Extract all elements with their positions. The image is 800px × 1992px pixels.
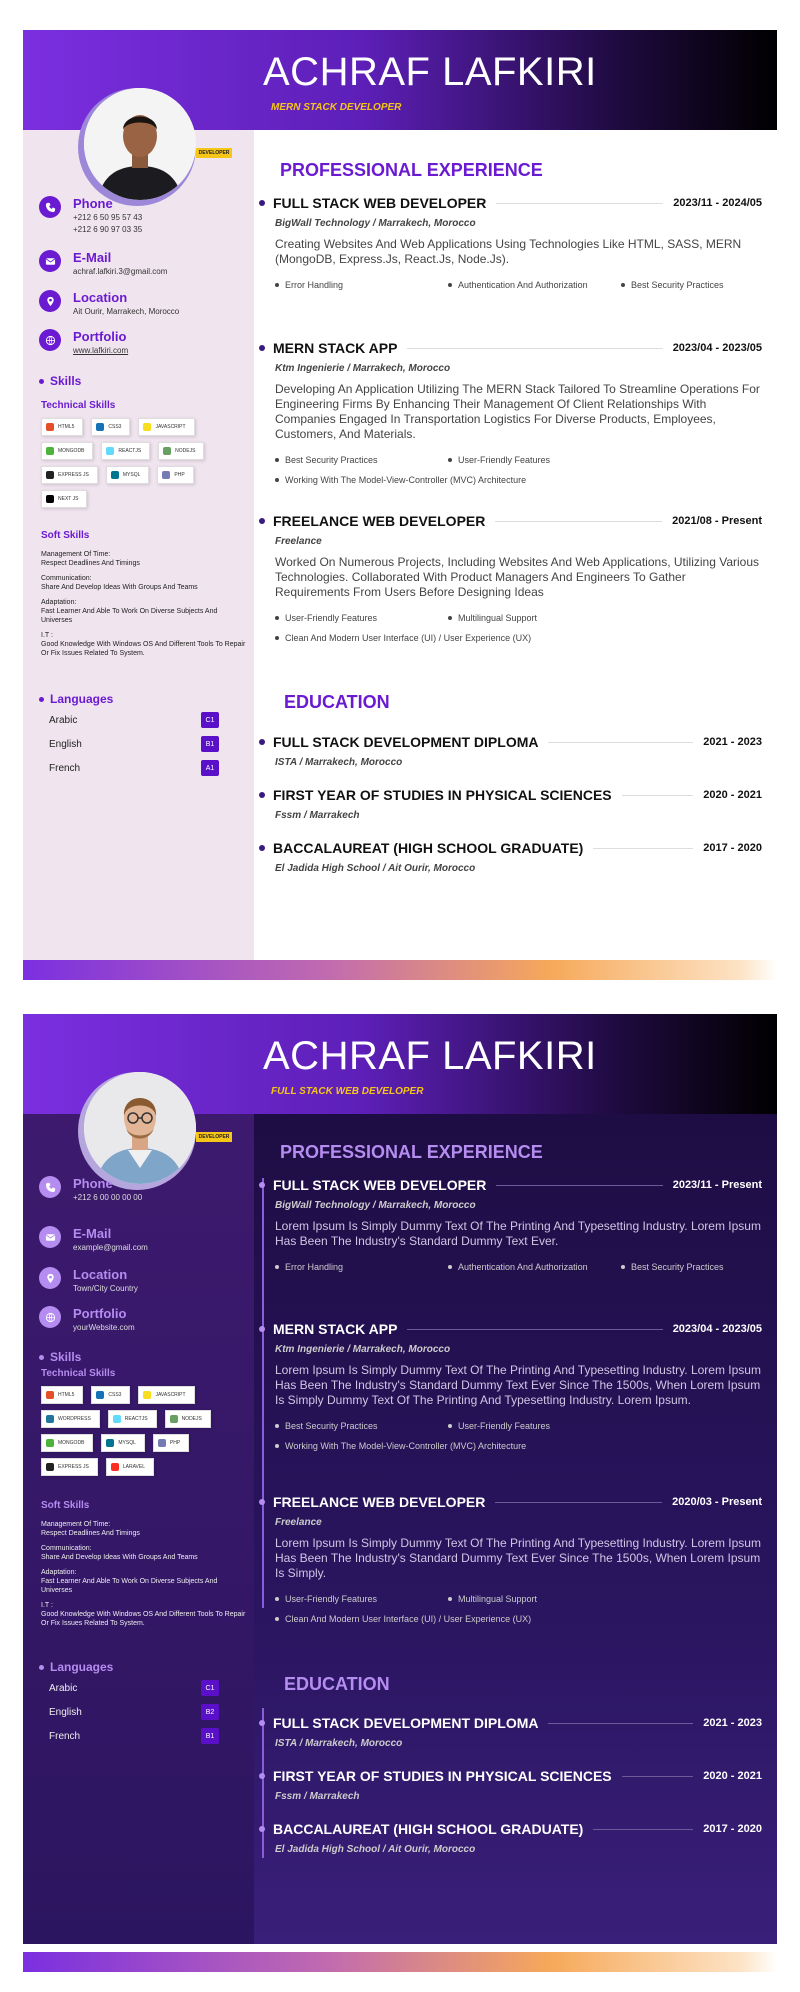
soft-skill-title: Management Of Time:: [41, 551, 111, 558]
entry-company: El Jadida High School / Ait Ourir, Morocco: [275, 863, 476, 874]
bullet-icon: [39, 1665, 44, 1670]
language-level: B1: [201, 1728, 219, 1744]
entry-description: Worked On Numerous Projects, Including Websites And Web Applications, Utilizing Various Technologies. Collaborated With Product Managers And Engineers To Gather Requirements From Users Before Designing Ideas: [275, 555, 760, 599]
experience-item: [262, 339, 762, 490]
tech-logo-icon: [46, 447, 54, 455]
soft-skill-title: Communication:: [41, 1545, 92, 1552]
contact-phone: [39, 1176, 142, 1204]
divider-line: [548, 1723, 693, 1724]
entry-header: [262, 1320, 762, 1338]
divider-line: [496, 203, 663, 204]
language-level: A1: [201, 760, 219, 776]
tech-logo-icon: [111, 1463, 119, 1471]
tech-logo-icon: [106, 1439, 114, 1447]
entry-title: FULL STACK DEVELOPMENT DIPLOMA: [273, 1715, 539, 1731]
entry-point: Multilingual Support: [448, 608, 621, 628]
entry-title: BACCALAUREAT (HIGH SCHOOL GRADUATE): [273, 840, 584, 856]
education-heading: EDUCATION: [284, 1674, 390, 1694]
experience-heading: PROFESSIONAL EXPERIENCE: [280, 160, 543, 180]
soft-skill-item: [41, 1520, 246, 1538]
entry-dates: 2021 - 2023: [703, 736, 762, 748]
location-icon: [39, 1267, 61, 1289]
tech-logo-icon: [111, 471, 119, 479]
tech-logo-icon: [158, 1439, 166, 1447]
contact-label: E-Mail: [73, 250, 112, 265]
experience-item: [262, 512, 762, 648]
language-row: [49, 736, 219, 752]
contact-location: [39, 290, 179, 318]
timeline-dot-icon: [259, 518, 265, 524]
experience-item: [262, 194, 762, 295]
tech-skill-chip: [106, 1458, 154, 1476]
entry-header: [262, 1493, 762, 1511]
entry-company: Freelance: [275, 1517, 322, 1528]
contact-label: Location: [73, 1267, 128, 1282]
timeline-dot-icon: [259, 345, 265, 351]
timeline-dot-icon: [259, 1773, 265, 1779]
contact-phone: [39, 196, 142, 236]
profile-photo: [84, 88, 196, 200]
soft-skill-title: Adaptation:: [41, 599, 77, 606]
entry-company: El Jadida High School / Ait Ourir, Morocco: [275, 1844, 476, 1855]
resume-sidebar: [23, 1114, 254, 1944]
contact-value: +212 6 50 95 57 43: [73, 213, 143, 222]
contact-label: Phone: [73, 196, 113, 211]
entry-point: Authentication And Authorization: [448, 275, 621, 295]
phone-icon: [39, 196, 61, 218]
contact-portfolio: [39, 329, 128, 357]
entry-dates: 2021/08 - Present: [672, 515, 762, 527]
tech-logo-icon: [162, 471, 170, 479]
skills-heading: [39, 374, 81, 388]
mail-icon: [39, 250, 61, 272]
divider-line: [548, 742, 693, 743]
entry-point: Error Handling: [275, 275, 448, 295]
tech-skill-label: JAVASCRIPT: [155, 1392, 186, 1398]
entry-points: [275, 1416, 762, 1456]
entry-title: FREELANCE WEB DEVELOPER: [273, 513, 486, 529]
tech-skill-list: [41, 418, 241, 508]
resume-role: MERN STACK DEVELOPER: [271, 102, 402, 113]
tech-skill-label: MYSQL: [122, 472, 141, 478]
soft-skill-item: [41, 574, 246, 592]
entry-dates: 2017 - 2020: [703, 1823, 762, 1835]
profile-photo-frame: [78, 88, 196, 206]
tech-skill-label: HTML5: [58, 424, 75, 430]
entry-point: User-Friendly Features: [448, 1416, 621, 1436]
soft-skill-desc: Share And Develop Ideas With Groups And Teams: [41, 1554, 198, 1561]
entry-points: [275, 1257, 762, 1277]
tech-skill-chip: [41, 1458, 98, 1476]
entry-header: [262, 1176, 762, 1194]
divider-line: [407, 348, 662, 349]
resume-footer-bar: [23, 1952, 777, 1972]
entry-point: Working With The Model-View-Controller (MVC) Architecture: [275, 1436, 526, 1456]
resume-main: [254, 1114, 777, 1944]
resume-sidebar: [23, 130, 254, 960]
languages-heading-text: Languages: [50, 692, 114, 706]
entry-point: User-Friendly Features: [275, 1589, 448, 1609]
tech-logo-icon: [143, 423, 151, 431]
tech-skill-chip: [157, 466, 193, 484]
soft-skills-heading: Soft Skills: [41, 1500, 90, 1511]
tech-skill-label: LARAVEL: [122, 1464, 146, 1470]
timeline-dot-icon: [259, 1826, 265, 1832]
language-level: C1: [201, 712, 219, 728]
language-name: English: [49, 1706, 82, 1718]
tech-skill-label: MONGODB: [58, 1440, 85, 1446]
contact-value: Town/City Country: [73, 1284, 138, 1293]
entry-points: [275, 1589, 762, 1629]
tech-logo-icon: [46, 1439, 54, 1447]
skills-heading: [39, 1350, 81, 1364]
divider-line: [407, 1329, 662, 1330]
portfolio-link[interactable]: www.lafkiri.com: [73, 346, 129, 355]
language-row: [49, 1704, 219, 1720]
entry-header: [262, 339, 762, 357]
entry-company: Fssm / Marrakech: [275, 1791, 360, 1802]
entry-company: Ktm Ingenierie / Marrakech, Morocco: [275, 1344, 451, 1355]
contact-label: Portfolio: [73, 329, 127, 344]
resume-name: ACHRAF LAFKIRI: [263, 50, 597, 94]
language-level: B1: [201, 736, 219, 752]
entry-dates: 2017 - 2020: [703, 842, 762, 854]
entry-point: Authentication And Authorization: [448, 1257, 621, 1277]
soft-skill-title: I.T :: [41, 1602, 53, 1609]
entry-header: [262, 512, 762, 530]
experience-item: [262, 1493, 762, 1629]
language-row: [49, 1728, 219, 1744]
contact-location: [39, 1267, 138, 1295]
entry-point: User-Friendly Features: [448, 450, 621, 470]
timeline-dot-icon: [259, 1326, 265, 1332]
soft-skill-desc: Good Knowledge With Windows OS And Different Tools To Repair Or Fix Issues Related To System.: [41, 641, 246, 657]
tech-logo-icon: [106, 447, 114, 455]
entry-description: Developing An Application Utilizing The MERN Stack Tailored To Streamline Operations For Engineering Firms By Enhancing Their Management Of Client Relationships With Companies Engaged In Transportation Logistics For Diverse Products, Employees, Customers, And Materials.: [275, 382, 760, 441]
entry-title: FREELANCE WEB DEVELOPER: [273, 1494, 486, 1510]
tech-skill-chip: [153, 1434, 189, 1452]
entry-dates: 2023/04 - 2023/05: [672, 342, 762, 354]
tech-skill-label: HTML5: [58, 1392, 75, 1398]
soft-skill-desc: Good Knowledge With Windows OS And Different Tools To Repair Or Fix Issues Related To System.: [41, 1611, 246, 1627]
tech-skill-chip: [138, 418, 194, 436]
tech-skill-label: PHP: [169, 1440, 181, 1446]
timeline-dot-icon: [259, 845, 265, 851]
resume-role: FULL STACK WEB DEVELOPER: [271, 1086, 424, 1097]
tech-logo-icon: [96, 423, 104, 431]
tech-logo-icon: [46, 495, 54, 503]
entry-point: Multilingual Support: [448, 1589, 621, 1609]
language-name: French: [49, 1730, 81, 1742]
soft-skill-item: [41, 550, 246, 568]
entry-title: FULL STACK WEB DEVELOPER: [273, 1177, 487, 1193]
entry-dates: 2020 - 2021: [703, 789, 762, 801]
portfolio-link[interactable]: yourWebsite.com: [73, 1323, 135, 1332]
education-item: [262, 839, 762, 874]
soft-skill-list: [41, 1520, 246, 1634]
tech-skill-label: MONGODB: [58, 448, 85, 454]
resume-main: [254, 130, 777, 960]
languages-heading-text: Languages: [50, 1660, 114, 1674]
entry-title: BACCALAUREAT (HIGH SCHOOL GRADUATE): [273, 1821, 584, 1837]
tech-skill-chip: [41, 418, 83, 436]
globe-icon: [39, 329, 61, 351]
timeline-dot-icon: [259, 739, 265, 745]
tech-skill-chip: [41, 466, 98, 484]
profile-photo: [84, 1072, 196, 1184]
entry-points: [275, 275, 762, 295]
language-level: C1: [201, 1680, 219, 1696]
language-row: [49, 712, 219, 728]
entry-description: Lorem Ipsum Is Simply Dummy Text Of The Printing And Typesetting Industry. Lorem Ipsum Has Been The Industry's Standard Dummy Text Ever Since The 1500s, When Lorem Ipsum Is Simply Dummy Text Of The Printing And Typesetting Industry. Lorem Ipsum.: [275, 1363, 761, 1407]
entry-title: FULL STACK WEB DEVELOPER: [273, 195, 487, 211]
entry-header: [262, 786, 762, 804]
soft-skill-desc: Respect Deadlines And Timings: [41, 1530, 140, 1537]
timeline-dot-icon: [259, 1182, 265, 1188]
contact-value[interactable]: example@gmail.com: [73, 1243, 148, 1252]
soft-skill-desc: Fast Learner And Able To Work On Diverse Subjects And Universes: [41, 1578, 218, 1594]
entry-dates: 2021 - 2023: [703, 1717, 762, 1729]
developer-badge: DEVELOPER: [196, 1132, 232, 1142]
resume-footer-bar: [23, 960, 777, 980]
tech-skill-label: EXPRESS JS: [58, 472, 89, 478]
language-name: English: [49, 738, 82, 750]
tech-logo-icon: [170, 1415, 178, 1423]
divider-line: [496, 1185, 662, 1186]
resume-card-1: [23, 30, 777, 980]
tech-skill-chip: [41, 1410, 100, 1428]
entry-dates: 2023/11 - 2024/05: [673, 197, 762, 209]
tech-skill-chip: [91, 418, 130, 436]
soft-skill-title: Adaptation:: [41, 1569, 77, 1576]
soft-skill-item: [41, 631, 246, 658]
entry-title: MERN STACK APP: [273, 340, 398, 356]
soft-skill-item: [41, 1601, 246, 1628]
divider-line: [622, 1776, 694, 1777]
entry-company: ISTA / Marrakech, Morocco: [275, 757, 403, 768]
phone-icon: [39, 1176, 61, 1198]
tech-skill-chip: [41, 1386, 83, 1404]
entry-header: [262, 1820, 762, 1838]
entry-point: Clean And Modern User Interface (UI) / User Experience (UX): [275, 628, 531, 648]
entry-point: Best Security Practices: [275, 1416, 448, 1436]
tech-logo-icon: [96, 1391, 104, 1399]
tech-skill-chip: [138, 1386, 194, 1404]
divider-line: [495, 1502, 662, 1503]
language-level: B2: [201, 1704, 219, 1720]
entry-dates: 2020 - 2021: [703, 1770, 762, 1782]
tech-logo-icon: [46, 423, 54, 431]
soft-skill-item: [41, 1544, 246, 1562]
experience-item: [262, 1320, 762, 1456]
tech-skill-label: PHP: [174, 472, 185, 478]
tech-skill-label: JAVASCRIPT: [155, 424, 186, 430]
language-row: [49, 760, 219, 776]
entry-description: Lorem Ipsum Is Simply Dummy Text Of The Printing And Typesetting Industry. Lorem Ipsum Has Been The Industry's Standard Dummy Text Ever.: [275, 1219, 761, 1248]
contact-value: +212 6 00 00 00 00: [73, 1193, 143, 1202]
entry-points: [275, 608, 762, 648]
language-name: French: [49, 762, 81, 774]
contact-portfolio: [39, 1306, 135, 1334]
tech-logo-icon: [143, 1391, 151, 1399]
divider-line: [593, 1829, 693, 1830]
tech-skill-label: REACTJS: [124, 1416, 148, 1422]
location-icon: [39, 290, 61, 312]
tech-skill-chip: [108, 1410, 157, 1428]
education-item: [262, 1767, 762, 1802]
entry-header: [262, 733, 762, 751]
entry-title: FIRST YEAR OF STUDIES IN PHYSICAL SCIENCES: [273, 787, 612, 803]
entry-header: [262, 1714, 762, 1732]
profile-photo-frame: [78, 1072, 196, 1190]
tech-skill-chip: [106, 466, 150, 484]
timeline-dot-icon: [259, 200, 265, 206]
language-name: Arabic: [49, 714, 78, 726]
education-item: [262, 786, 762, 821]
tech-skill-label: REACTJS: [118, 448, 142, 454]
tech-skill-chip: [158, 442, 204, 460]
timeline-dot-icon: [259, 792, 265, 798]
tech-skill-chip: [41, 490, 87, 508]
tech-skill-label: CSS3: [108, 1392, 122, 1398]
entry-point: User-Friendly Features: [275, 608, 448, 628]
tech-skill-label: EXPRESS JS: [58, 1464, 89, 1470]
contact-email: [39, 250, 167, 278]
entry-point: Best Security Practices: [621, 1257, 724, 1277]
skills-heading-text: Skills: [50, 374, 82, 388]
entry-point: Best Security Practices: [621, 275, 724, 295]
education-heading: EDUCATION: [284, 692, 390, 712]
entry-title: FIRST YEAR OF STUDIES IN PHYSICAL SCIENCES: [273, 1768, 612, 1784]
entry-company: Fssm / Marrakech: [275, 810, 360, 821]
contact-value: +212 6 90 97 03 35: [73, 225, 143, 234]
entry-point: Best Security Practices: [275, 450, 448, 470]
experience-item: [262, 1176, 762, 1277]
entry-company: ISTA / Marrakech, Morocco: [275, 1738, 403, 1749]
tech-skill-chip: [91, 1386, 130, 1404]
bullet-icon: [39, 1355, 44, 1360]
entry-point: Working With The Model-View-Controller (MVC) Architecture: [275, 470, 526, 490]
entry-dates: 2023/11 - Present: [672, 1179, 762, 1191]
entry-dates: 2020/03 - Present: [672, 1496, 762, 1508]
contact-label: E-Mail: [73, 1226, 112, 1241]
entry-description: Creating Websites And Web Applications Using Technologies Like HTML, SASS, MERN (MongoDB, Express.Js, React.Js, Node.Js).: [275, 237, 742, 266]
resume-card-2: [23, 1014, 777, 1972]
timeline-dot-icon: [259, 1720, 265, 1726]
entry-company: BigWall Technology / Marrakech, Morocco: [275, 1200, 476, 1211]
soft-skill-title: Management Of Time:: [41, 1521, 111, 1528]
entry-company: Freelance: [275, 536, 322, 547]
soft-skill-desc: Share And Develop Ideas With Groups And Teams: [41, 584, 198, 591]
contact-label: Location: [73, 290, 128, 305]
soft-skill-desc: Respect Deadlines And Timings: [41, 560, 140, 567]
timeline-dot-icon: [259, 1499, 265, 1505]
entry-title: MERN STACK APP: [273, 1321, 398, 1337]
soft-skills-heading: Soft Skills: [41, 530, 90, 541]
technical-skills-heading: Technical Skills: [41, 400, 116, 411]
soft-skill-list: [41, 550, 246, 664]
tech-skill-chip: [41, 442, 93, 460]
developer-badge: DEVELOPER: [196, 148, 232, 158]
soft-skill-item: [41, 598, 246, 625]
entry-point: Clean And Modern User Interface (UI) / User Experience (UX): [275, 1609, 531, 1629]
tech-skill-chip: [101, 442, 150, 460]
entry-company: BigWall Technology / Marrakech, Morocco: [275, 218, 476, 229]
entry-header: [262, 1767, 762, 1785]
tech-skill-label: NEXT JS: [58, 496, 79, 502]
tech-logo-icon: [46, 1463, 54, 1471]
contact-value[interactable]: achraf.lafkiri.3@gmail.com: [73, 267, 168, 276]
bullet-icon: [39, 697, 44, 702]
entry-points: [275, 450, 762, 490]
tech-skill-list: [41, 1386, 241, 1476]
entry-dates: 2023/04 - 2023/05: [672, 1323, 762, 1335]
language-name: Arabic: [49, 1682, 78, 1694]
education-item: [262, 733, 762, 768]
tech-skill-chip: [41, 1434, 93, 1452]
tech-skill-label: NODEJS: [181, 1416, 202, 1422]
tech-skill-label: CSS3: [108, 424, 122, 430]
skills-heading-text: Skills: [50, 1350, 82, 1364]
contact-value: Ait Ourir, Marrakech, Morocco: [73, 307, 180, 316]
education-item: [262, 1714, 762, 1749]
tech-logo-icon: [46, 1391, 54, 1399]
contact-email: [39, 1226, 148, 1254]
tech-logo-icon: [46, 471, 54, 479]
divider-line: [495, 521, 662, 522]
entry-header: [262, 194, 762, 212]
contact-label: Phone: [73, 1176, 113, 1191]
entry-header: [262, 839, 762, 857]
contact-label: Portfolio: [73, 1306, 127, 1321]
resume-name: ACHRAF LAFKIRI: [263, 1034, 597, 1078]
languages-heading: [39, 692, 113, 706]
tech-logo-icon: [163, 447, 171, 455]
divider-line: [593, 848, 693, 849]
entry-description: Lorem Ipsum Is Simply Dummy Text Of The Printing And Typesetting Industry. Lorem Ipsum Has Been The Industry's Standard Dummy Text Ever Since The 1500s, When Lorem Ipsum Is Simply.: [275, 1536, 761, 1580]
tech-skill-label: MYSQL: [118, 1440, 136, 1446]
entry-company: Ktm Ingenierie / Marrakech, Morocco: [275, 363, 451, 374]
soft-skill-desc: Fast Learner And Able To Work On Diverse Subjects And Universes: [41, 608, 218, 624]
education-item: [262, 1820, 762, 1855]
soft-skill-item: [41, 1568, 246, 1595]
languages-heading: [39, 1660, 113, 1674]
technical-skills-heading: Technical Skills: [41, 1368, 116, 1379]
experience-heading: PROFESSIONAL EXPERIENCE: [280, 1142, 543, 1162]
tech-skill-chip: [101, 1434, 145, 1452]
divider-line: [622, 795, 694, 796]
tech-skill-label: WORDPRESS: [58, 1416, 91, 1422]
tech-logo-icon: [113, 1415, 121, 1423]
tech-skill-chip: [165, 1410, 211, 1428]
mail-icon: [39, 1226, 61, 1248]
soft-skill-title: I.T :: [41, 632, 53, 639]
entry-title: FULL STACK DEVELOPMENT DIPLOMA: [273, 734, 539, 750]
bullet-icon: [39, 379, 44, 384]
globe-icon: [39, 1306, 61, 1328]
tech-logo-icon: [46, 1415, 54, 1423]
entry-point: Error Handling: [275, 1257, 448, 1277]
language-row: [49, 1680, 219, 1696]
soft-skill-title: Communication:: [41, 575, 92, 582]
tech-skill-label: NODEJS: [175, 448, 196, 454]
